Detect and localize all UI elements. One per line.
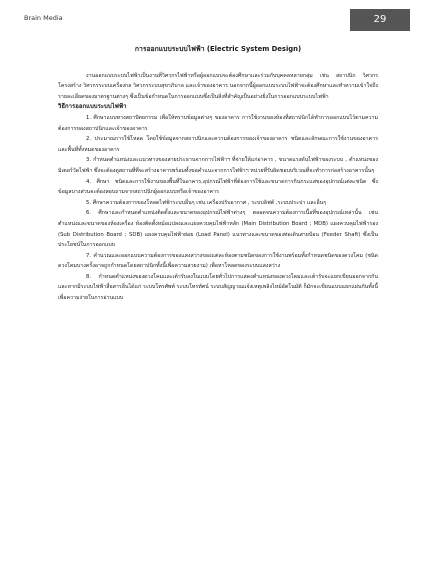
step-item: 5. ศึกษาความต้องการของโหลดไฟฟ้าระบบอื่นๆ เช่น เครื่องปรับอากาศ , ระบบลิฟต์ ,ระบบประปา และอื่นๆ [86, 199, 327, 206]
step-item: 1. ศึกษาแบบทางสถาปัตยกรรม เพื่อให้ทราบข้อมูลต่างๆ ของอาคาร การใช้งานของห้องที่สถาปนิกได้ทำการออกแบบไว้ตามความต้องการของสถาปนิกและเจ้าของอาคาร [58, 114, 378, 132]
step-item: 8. กำหนดตำแหน่งของดวงโคมและเต้ารับลงในแบบโดยทั่วไปการแสดงตำแหน่งของดวงโคมและเต้ารับจะแยกเขียนออกจากกัน และหากมีระบบไฟฟ้าสื่อสารอื่นได้แก่ ระบบโทรศัพท์ ระบบโทรทัศน์ ระบบสัญญาณแจ้งเหตุเพลิงไหม้อัตโนมัติ ก็มักจะเขียนแบบแยกแผ่นกันทั้งนี้เพื่อความง่ายในการอ่านแบบ [58, 273, 378, 302]
step-item: 2. ประมาณการใช้โหลด โดยใช้ข้อมูลจากสถาปนิกและความต้องการของเจ้าของอาคาร ชนิดและลักษณะการใช้งานของอาคารและพื้นที่ทั้งหมดของอาคาร [58, 136, 378, 153]
page-content [58, 40, 378, 304]
step-item: 7. คำนวณและออกแบบความต้องการของแสงสว่างของแต่ละห้องตามชนิดของการใช้งานพร้อมทั้งกำหนดชนิดของดวงโคม (ชนิดดวงโคมบางครั้งอาจถูกกำหนดโดยสถาปนิกทั้งนี้เพื่อความสวยงาม) เพื่อหาโหลดของระบบแสงสว่าง [58, 252, 378, 270]
intro-paragraph: งานออกแบบระบบไฟฟ้าเป็นงานที่วิศวกรไฟฟ้าหรือผู้ออกแบบจะต้องศึกษาและร่วมกับบุคคลหลายกลุ่ม เช่น สถาปนิก วิศวกรโครงสร้าง วิศวกรระบบเครื่องกล วิศวกรระบบสุขาภิบาล และเจ้าของอาคาร นอกจากนี้ผู้ออกแบบระบบไฟฟ้าจะต้องศึกษาและทำความเข้าใจถึงรายละเอียดของมาตรฐานต่างๆ ซึ่งเป็นข้อกำหนดในการออกแบบซึ่งเป็นสิ่งที่สำคัญเป็นอย่างยิ่งในการออกแบบระบบไฟฟ้า [58, 72, 378, 100]
document-title: การออกแบบระบบไฟฟ้า (Electric System Design) [134, 45, 302, 53]
steps-list [58, 113, 378, 304]
running-head: Brain Media [24, 14, 63, 22]
page-number-badge: 29 [350, 9, 410, 31]
section-heading: วิธีการออกแบบระบบไฟฟ้า [58, 103, 127, 111]
step-item: 6. ศึกษาและกำหนดตำแหน่งติดตั้งและขนาดของอุปกรณ์ไฟฟ้าต่างๆ ตลอดจนความต้องการเนื้อที่ของอุปกรณ์เหล่านั้น เช่น ตำแหน่งและขนาดของห้องเครื่อง ห้องติดตั้งหม้อแปลงและแผงควบคุมไฟฟ้าหลัก (Main Distribution Board ; MDB) แผงควบคุมไฟฟ้ารอง (Sub Distribution Board ; SDB) แผงควบคุมไฟฟ้าย่อย (Load Panel) แนวทางและขนาดของท่อเดินสายป้อน (Feeder Shaft) ซึ่งเป็นประโยชน์ในการออกแบบ [58, 210, 378, 249]
step-item: 3. กำหนดตำแหน่งและแนวทางของสายประธานจากการไฟฟ้าฯ ที่จ่ายให้แก่อาคาร , ขนาดแรงดันไฟฟ้าของระบบ , ตำแหน่งของมิเตอร์วัดไฟฟ้า ซึ่งจะต้องดูสถานที่ที่จะสร้างอาคารพร้อมทั้งขอคำแนะจากการไฟฟ้าฯ หน่วยที่รับผิดชอบบริเวณที่จะทำการก่อสร้างอาคารนั้นๆ [58, 157, 378, 174]
step-item: 4. ศึกษา ชนิดและการใช้งานของพื้นที่ในอาคาร,อุปกรณ์ไฟฟ้าที่ต้องการใช้และขนาดการกินกระแสของอุปกรณ์แต่ละชนิด ซึ่งข้อมูลบางส่วนจะต้องสอบถามจากสถาปนิกผู้ออกแบบหรือเจ้าของอาคาร [58, 178, 378, 196]
